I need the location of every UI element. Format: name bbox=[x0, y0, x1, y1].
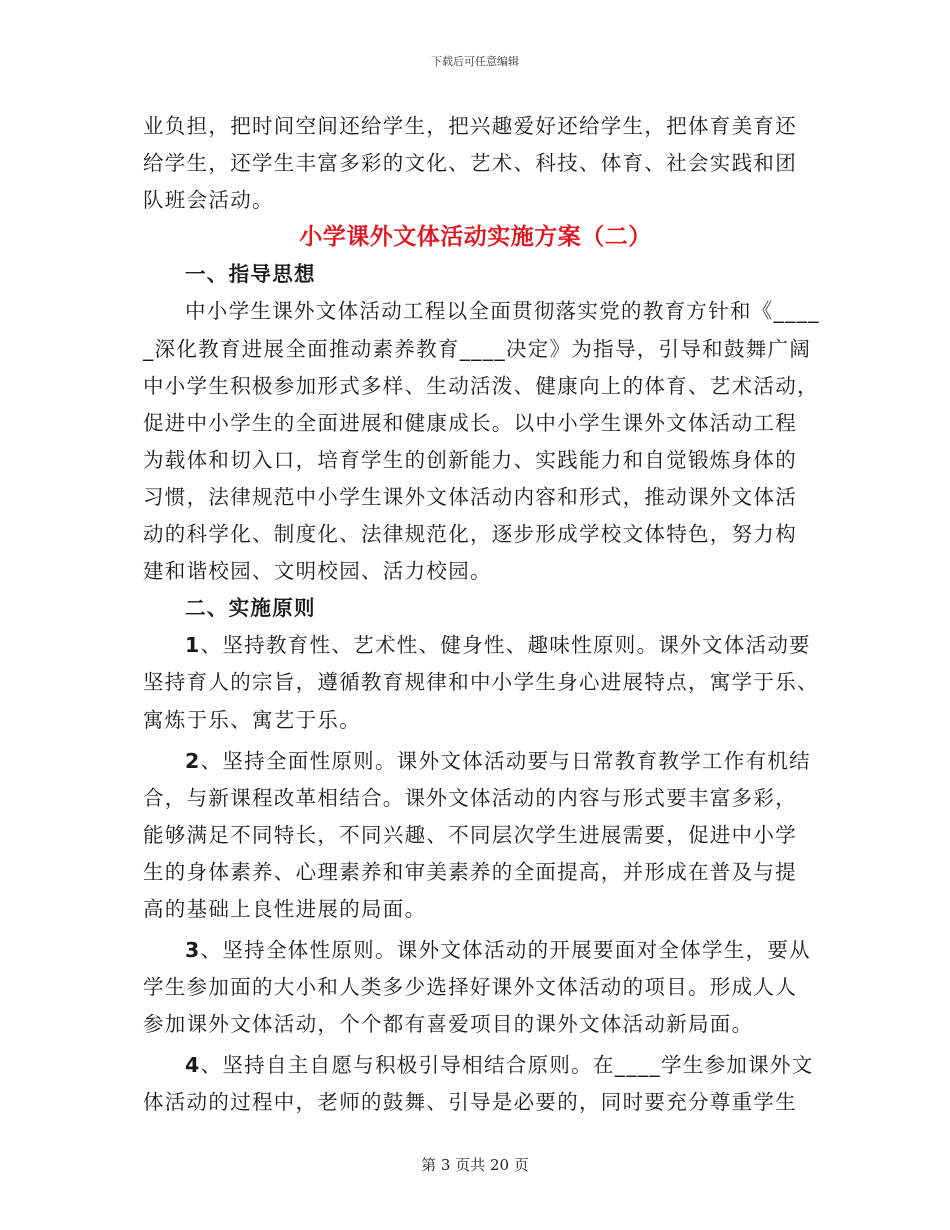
document-body bbox=[143, 108, 820, 1122]
intro-line: 业负担，把时间空间还给学生，把兴趣爱好还给学生，把体育美育还 bbox=[143, 114, 797, 138]
list-item-first-line bbox=[143, 1047, 814, 1084]
paragraph-line: 高的基础上良性进展的局面。 bbox=[143, 896, 427, 921]
item-text: 、坚持自主自愿与积极引导相结合原则。在____学生参加课外文 bbox=[200, 1053, 814, 1078]
paragraph-line: 中小学生课外文体活动工程以全面贯彻落实党的教育方针和《____ bbox=[185, 299, 820, 324]
paragraph-line: 习惯，法律规范中小学生课外文体活动内容和形式，推动课外文体活 bbox=[143, 484, 797, 509]
paragraph-line: _深化教育进展全面推动素养教育____决定》为指导，引导和鼓舞广阔 bbox=[143, 336, 812, 361]
section-heading: 二、实施原则 bbox=[185, 596, 316, 621]
paragraph-line: 合，与新课程改革相结合。课外文体活动的内容与形式要丰富多彩， bbox=[143, 785, 797, 810]
intro-line: 队班会活动。 bbox=[143, 188, 274, 213]
item-number: 3 bbox=[185, 938, 201, 963]
item-number: 4 bbox=[185, 1053, 201, 1078]
paragraph-line: 寓炼于乐、寓艺于乐。 bbox=[143, 707, 361, 732]
paragraph-line: 体活动的过程中，老师的鼓舞、引导是必要的，同时要充分尊重学生 bbox=[143, 1090, 797, 1115]
paragraph-line: 坚持育人的宗旨，遵循教育规律和中小学生身心进展特点，寓学于乐、 bbox=[143, 670, 819, 695]
paragraph-line: 动的科学化、制度化、法律规范化，逐步形成学校文体特色，努力构 bbox=[143, 522, 797, 547]
item-text: 、坚持全面性原则。课外文体活动要与日常教育教学工作有机结 bbox=[200, 748, 811, 773]
list-item-first-line bbox=[143, 627, 811, 664]
item-number: 1 bbox=[185, 633, 201, 658]
item-text: 、坚持全体性原则。课外文体活动的开展要面对全体学生，要从 bbox=[200, 938, 811, 963]
item-text: 、坚持教育性、艺术性、健身性、趣味性原则。课外文体活动要 bbox=[200, 633, 811, 658]
section-heading: 一、指导思想 bbox=[185, 262, 316, 287]
paragraph-line: 能够满足不同特长，不同兴趣、不同层次学生进展需要，促进中小学 bbox=[143, 822, 797, 847]
list-item-first-line bbox=[143, 743, 811, 780]
page-footer: 第 3 页共 20 页 bbox=[421, 1156, 529, 1174]
paragraph-line: 为载体和切入口，培育学生的创新能力、实践能力和自觉锻炼身体的 bbox=[143, 447, 797, 472]
paragraph-line: 学生参加面的大小和人类多少选择好课外文体活动的项目。形成人人 bbox=[143, 975, 797, 1000]
document-title: 小学课外文体活动实施方案（二） bbox=[299, 224, 652, 251]
paragraph-line: 促进中小学生的全面进展和健康成长。以中小学生课外文体活动工程 bbox=[143, 410, 797, 435]
paragraph-line: 建和谐校园、文明校园、活力校园。 bbox=[143, 559, 492, 584]
paragraph-line: 中小学生积极参加形式多样、生动活泼、健康向上的体育、艺术活动， bbox=[143, 373, 819, 398]
item-number: 2 bbox=[185, 748, 201, 773]
paragraph-line: 生的身体素养、心理素养和审美素养的全面提高，并形成在普及与提 bbox=[143, 859, 797, 884]
page-header: 下载后可任意编辑 bbox=[431, 55, 519, 68]
intro-line: 给学生，还学生丰富多彩的文化、艺术、科技、体育、社会实践和团 bbox=[143, 151, 797, 176]
paragraph-line: 参加课外文体活动，个个都有喜爱项目的课外文体活动新局面。 bbox=[143, 1012, 754, 1037]
list-item-first-line bbox=[143, 932, 811, 969]
